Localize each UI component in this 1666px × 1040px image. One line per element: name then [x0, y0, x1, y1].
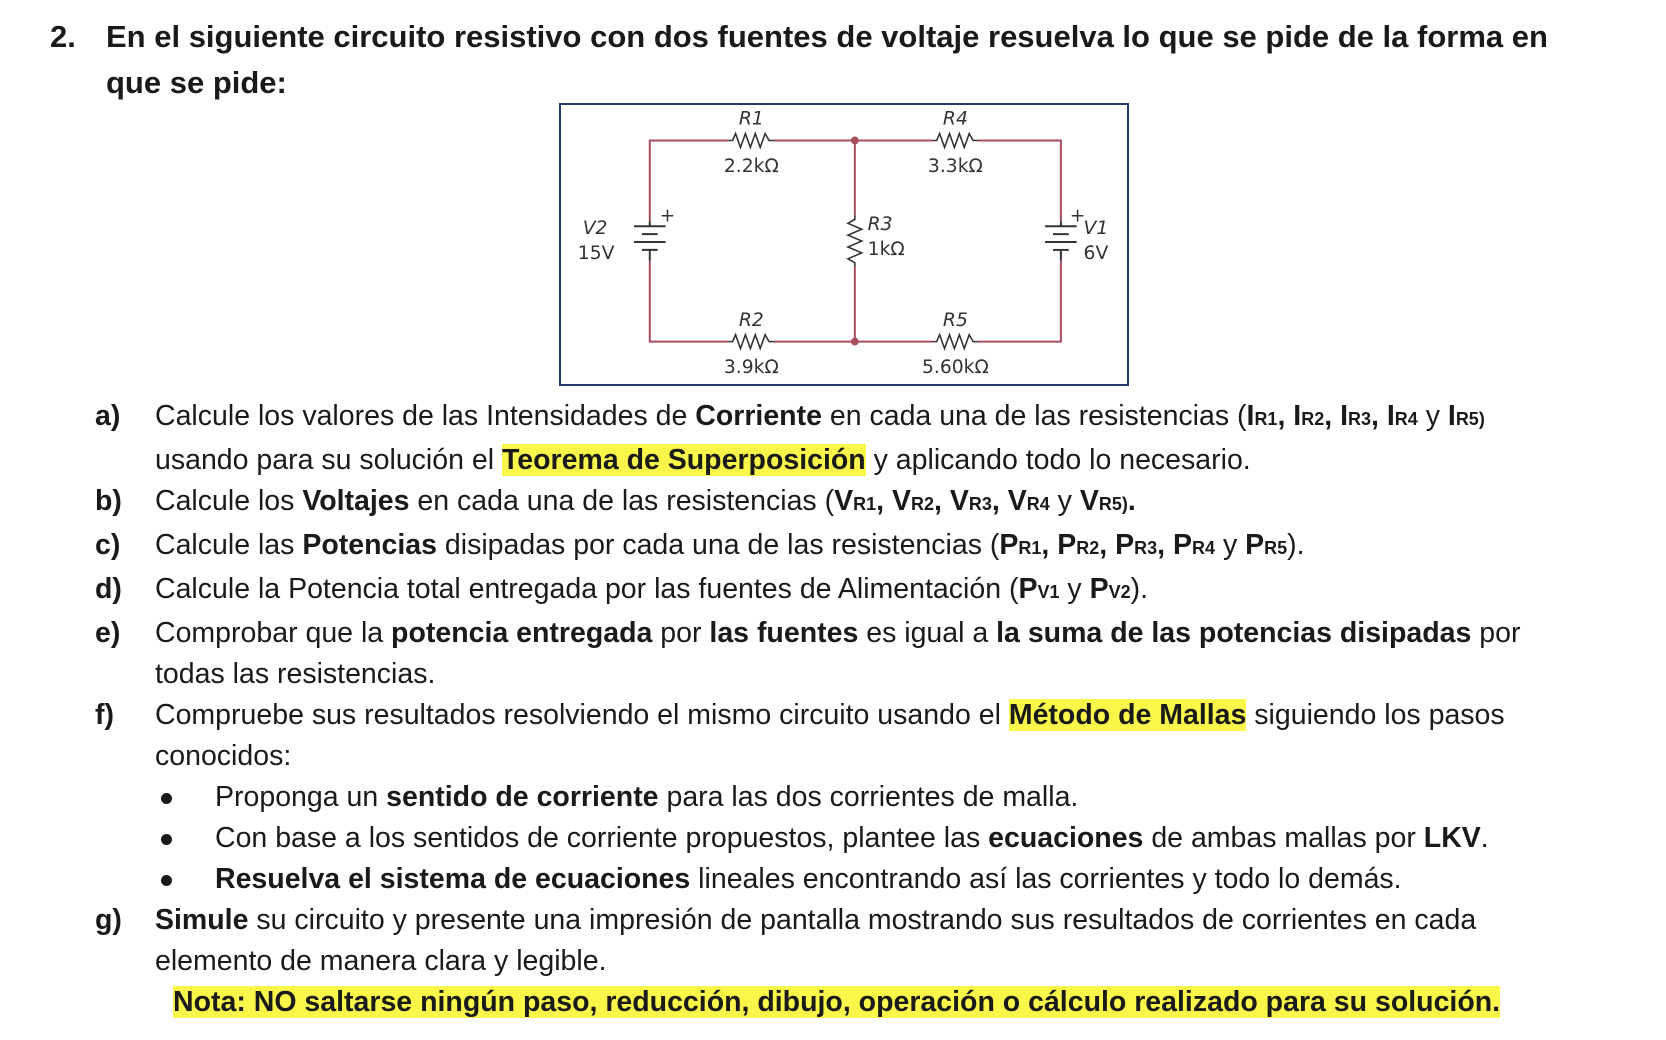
bullet-text3: . [1480, 822, 1489, 854]
v2-plus: + [659, 205, 676, 227]
item-b-sep: , [991, 485, 1008, 517]
item-f-text2: siguiendo los pasos [1246, 699, 1505, 731]
item-e [95, 613, 1595, 695]
item-a-sub: R3 [1348, 409, 1372, 429]
item-b-sub: R3 [968, 494, 992, 514]
item-d-p: P [1018, 573, 1038, 605]
item-a-i: I [1293, 400, 1302, 432]
item-a [95, 396, 1595, 481]
resistor-r4 [933, 134, 978, 148]
r2-value: 3.9kΩ [723, 357, 779, 379]
item-list [95, 396, 1595, 1023]
item-c-sub: R2 [1076, 538, 1100, 558]
item-d-sub: V1 [1037, 582, 1060, 602]
item-a-i: I [1447, 400, 1456, 432]
bullet-icon [161, 793, 172, 804]
r5-name: R5 [942, 309, 968, 331]
battery-v2 [634, 221, 666, 260]
item-c-sep: , [1157, 529, 1173, 561]
item-d [95, 569, 1595, 613]
bullet-text: Proponga un [215, 781, 387, 813]
bullet-list [95, 777, 1595, 900]
item-c-text2: disipadas por cada una de las resistencias ( [436, 529, 1000, 561]
resistor-r5 [933, 335, 978, 349]
item-e-bold3: la suma de las potencias disipadas [996, 617, 1472, 649]
item-d-sub: V2 [1108, 582, 1131, 602]
v1-value: 6V [1083, 242, 1109, 264]
item-b-sub: R5) [1098, 494, 1128, 514]
item-a-sub: R4 [1394, 409, 1418, 429]
bullet-text2: para las dos corrientes de malla. [658, 781, 1079, 813]
item-c [95, 525, 1595, 569]
item-c-sub: R3 [1134, 538, 1158, 558]
r1-name: R1 [738, 108, 764, 130]
item-a-sep: , [1277, 400, 1294, 432]
r3-name: R3 [867, 214, 893, 236]
item-a-i: I [1386, 400, 1395, 432]
note [95, 982, 1595, 1023]
item-d-end: ). [1130, 573, 1149, 605]
item-f-text3: conocidos: [155, 740, 292, 772]
bullet-item [95, 859, 1595, 900]
item-a-text: Calcule los valores de las Intensidades de [155, 400, 696, 432]
r4-value: 3.3kΩ [927, 156, 983, 178]
item-f [95, 695, 1595, 777]
question-title-line1: En el siguiente circuito resistivo con dos fuentes de voltaje resuelva lo que se pide de la forma en [106, 19, 1548, 54]
item-b-sub: R4 [1026, 494, 1050, 514]
item-g-text2: elemento de manera clara y legible. [155, 945, 607, 977]
wire-right-bottom [978, 261, 1061, 342]
item-b-v: V [891, 485, 911, 517]
item-g-label: g) [95, 904, 122, 936]
item-c-sep: y [1215, 529, 1246, 561]
item-b-v: V [1079, 485, 1099, 517]
item-d-p: P [1089, 573, 1109, 605]
item-b-v: V [834, 485, 854, 517]
wire-left-bottom [650, 261, 729, 342]
bullet-text2: lineales encontrando así las corrientes y todo lo demás. [690, 863, 1402, 895]
bullet-item [95, 777, 1595, 818]
bullet-bold: sentido de corriente [386, 781, 659, 813]
r3-value: 1kΩ [867, 238, 905, 260]
r2-name: R2 [738, 309, 764, 331]
item-e-text: Comprobar que la [155, 617, 392, 649]
item-f-text: Compruebe sus resultados resolviendo el mismo circuito usando el [155, 699, 1009, 731]
item-c-sub: R4 [1192, 538, 1216, 558]
v2-name: V2 [582, 218, 608, 240]
item-d-sep: y [1059, 573, 1090, 605]
item-b-text2: en cada una de las resistencias ( [409, 485, 835, 517]
item-a-i: I [1246, 400, 1255, 432]
item-e-text3: es igual a [858, 617, 997, 649]
item-a-sub: R2 [1301, 409, 1325, 429]
item-c-p: P [999, 529, 1019, 561]
circuit-svg [561, 105, 1127, 384]
item-a-text4: y aplicando todo lo necesario. [865, 444, 1251, 476]
item-e-text4: por [1471, 617, 1521, 649]
bullet-bold2: LKV [1423, 822, 1481, 854]
item-d-text: Calcule la Potencia total entregada por las fuentes de Alimentación ( [155, 573, 1019, 605]
item-a-bold: Corriente [695, 400, 822, 432]
bullet-text: Con base a los sentidos de corriente propuestos, plantee las [215, 822, 989, 854]
item-a-text2: en cada una de las resistencias ( [821, 400, 1247, 432]
item-c-p: P [1057, 529, 1077, 561]
bullet-text2: de ambas mallas por [1143, 822, 1424, 854]
item-d-label: d) [95, 573, 122, 605]
r5-value: 5.60kΩ [921, 357, 989, 379]
v1-name: V1 [1083, 218, 1109, 240]
item-a-highlight: Teorema de Superposición [501, 444, 866, 476]
question-number: 2. [50, 19, 76, 54]
node-top [851, 137, 859, 145]
node-bottom [851, 338, 859, 346]
item-c-sep: , [1099, 529, 1116, 561]
item-c-bold: Potencias [302, 529, 437, 561]
item-g-bold: Simule [155, 904, 249, 936]
item-b-sub: R1 [853, 494, 877, 514]
item-b-text: Calcule los [155, 485, 303, 517]
item-a-sub: R5) [1455, 409, 1485, 429]
resistor-r1 [729, 134, 774, 148]
item-c-text: Calcule las [155, 529, 303, 561]
item-b-sep: , [876, 485, 892, 517]
item-c-p: P [1173, 529, 1193, 561]
question-title [50, 14, 1590, 106]
item-a-sub: R1 [1254, 409, 1278, 429]
item-b-v: V [949, 485, 969, 517]
item-a-i: I [1340, 400, 1348, 432]
item-f-highlight: Método de Mallas [1008, 699, 1247, 731]
bullet-icon [161, 834, 172, 845]
item-a-text3: usando para su solución el [155, 444, 502, 476]
item-f-label: f) [95, 699, 114, 731]
resistor-r2 [729, 335, 774, 349]
item-e-label: e) [95, 617, 121, 649]
item-a-label: a) [95, 400, 121, 432]
bullet-bold: Resuelva el sistema de ecuaciones [215, 863, 691, 895]
item-a-sep: y [1417, 400, 1448, 432]
wire-right-top [978, 140, 1061, 221]
bullet-icon [161, 875, 172, 886]
v2-value: 15V [577, 242, 615, 264]
item-e-text2: por [652, 617, 710, 649]
note-text: Nota: NO saltarse ningún paso, reducción, dibujo, operación o cálculo realizado para su solución. [173, 986, 1501, 1018]
item-a-sep: , [1324, 400, 1341, 432]
v1-plus: + [1069, 205, 1086, 227]
bullet-bold: ecuaciones [988, 822, 1144, 854]
item-e-text5: todas las resistencias. [155, 658, 436, 690]
item-c-p: P [1245, 529, 1265, 561]
bullet-item [95, 818, 1595, 859]
item-b-v: V [1007, 485, 1027, 517]
circuit-diagram [559, 103, 1129, 386]
item-c-sep: , [1041, 529, 1058, 561]
item-c-sub: R5 [1264, 538, 1288, 558]
item-b-bold: Voltajes [302, 485, 410, 517]
item-g [95, 900, 1595, 982]
item-b-sub: R2 [910, 494, 934, 514]
item-e-bold2: las fuentes [709, 617, 859, 649]
item-b-end: . [1127, 485, 1136, 517]
item-b [95, 481, 1595, 525]
item-g-text: su circuito y presente una impresión de pantalla mostrando sus resultados de corrientes en cada [248, 904, 1477, 936]
battery-v1 [1045, 221, 1077, 260]
item-c-label: c) [95, 529, 121, 561]
circuit-wires [650, 140, 1061, 341]
item-c-end: ). [1287, 529, 1305, 561]
r1-value: 2.2kΩ [723, 156, 779, 178]
item-a-sep: , [1371, 400, 1387, 432]
item-c-sub: R1 [1018, 538, 1042, 558]
resistor-r3 [848, 215, 862, 266]
item-e-bold: potencia entregada [391, 617, 653, 649]
item-b-sep: y [1049, 485, 1080, 517]
item-b-sep: , [934, 485, 950, 517]
item-b-label: b) [95, 485, 122, 517]
r4-name: R4 [942, 108, 968, 130]
item-c-p: P [1115, 529, 1135, 561]
question-title-line2: que se pide: [106, 65, 287, 100]
